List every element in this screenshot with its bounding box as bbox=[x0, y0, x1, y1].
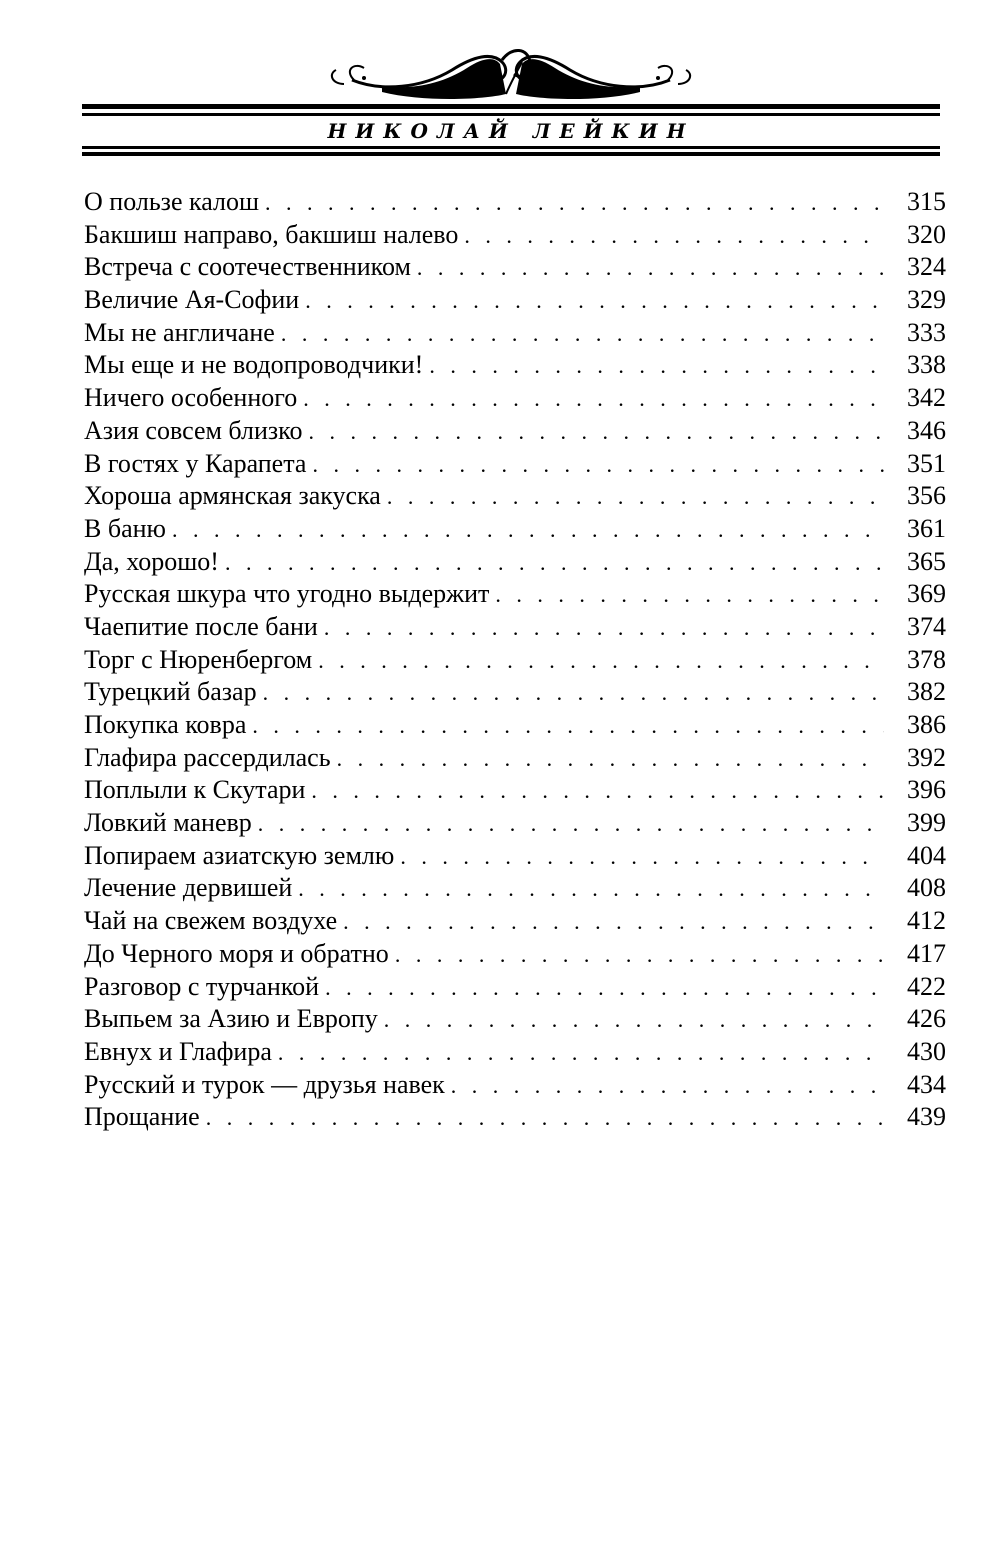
toc-dot-leader bbox=[309, 416, 885, 449]
toc-entry bbox=[84, 807, 946, 840]
toc-entry-title: В гостях у Карапета bbox=[84, 448, 307, 478]
toc-entry-title: Выпьем за Азию и Европу bbox=[84, 1004, 378, 1034]
toc-entry-title: Глафира рассердилась bbox=[84, 742, 331, 772]
toc-dot-leader bbox=[429, 350, 884, 383]
toc-entry bbox=[84, 251, 946, 284]
toc-entry-page: 338 bbox=[907, 350, 946, 380]
toc-entry bbox=[84, 186, 946, 219]
toc-entry bbox=[84, 742, 946, 775]
toc-entry bbox=[84, 349, 946, 382]
toc-entry-page: 356 bbox=[907, 481, 946, 511]
toc-entry-title: Разговор с турчанкой bbox=[84, 971, 320, 1001]
toc-entry-title: Мы еще и не водопроводчики! bbox=[84, 350, 424, 380]
toc-entry-title: Да, хорошо! bbox=[84, 546, 219, 576]
toc-dot-leader bbox=[343, 906, 884, 939]
toc-entry-page: 320 bbox=[907, 219, 946, 249]
toc-dot-leader bbox=[417, 252, 884, 285]
toc-entry-title: Мы не англичане bbox=[84, 317, 275, 347]
toc-dot-leader bbox=[464, 220, 884, 253]
toc-entry-page: 399 bbox=[907, 808, 946, 838]
toc-entry-title: Русская шкура что угодно выдержит bbox=[84, 579, 490, 609]
toc-dot-leader bbox=[281, 318, 884, 351]
toc-entry bbox=[84, 448, 946, 481]
toc-entry-title: Хороша армянская закуска bbox=[84, 481, 381, 511]
toc-entry-title: Русский и турок — друзья навек bbox=[84, 1069, 445, 1099]
toc-entry-page: 386 bbox=[907, 710, 946, 739]
toc-dot-leader bbox=[311, 775, 884, 808]
toc-entry-title: Ничего особенного bbox=[84, 383, 298, 413]
toc-dot-leader bbox=[305, 285, 884, 318]
toc-entry-page: 329 bbox=[907, 285, 946, 315]
toc-entry bbox=[84, 709, 946, 742]
toc-entry-title: О пользе калош bbox=[84, 187, 259, 216]
toc-entry-title: До Черного моря и обратно bbox=[84, 938, 389, 968]
toc-entry-title: Чаепитие после бани bbox=[84, 611, 318, 641]
toc-entry-page: 361 bbox=[907, 513, 946, 543]
toc-dot-leader bbox=[337, 743, 884, 776]
running-head-author: НИКОЛАЙ ЛЕЙКИН bbox=[327, 119, 695, 143]
toc-entry bbox=[84, 1069, 946, 1102]
toc-dot-leader bbox=[395, 939, 884, 972]
toc-entry-page: 434 bbox=[907, 1069, 946, 1099]
toc-entry-page: 404 bbox=[907, 840, 946, 870]
header-rule-bottom-thin bbox=[82, 146, 940, 149]
page-header bbox=[82, 40, 940, 165]
toc-dot-leader bbox=[324, 612, 884, 645]
toc-entry bbox=[84, 1003, 946, 1036]
toc-dot-leader bbox=[263, 677, 884, 710]
toc-entry-title: Покупка ковра bbox=[84, 710, 247, 739]
flourish-ornament-icon bbox=[82, 40, 940, 104]
toc-entry-page: 365 bbox=[907, 546, 946, 576]
toc-entry-page: 430 bbox=[907, 1036, 946, 1066]
toc-entry bbox=[84, 971, 946, 1004]
toc-dot-leader bbox=[172, 514, 884, 547]
toc-dot-leader bbox=[278, 1037, 884, 1070]
toc-dot-leader bbox=[265, 187, 884, 220]
toc-entry bbox=[84, 774, 946, 807]
toc-dot-leader bbox=[303, 383, 884, 416]
toc-entry-page: 439 bbox=[907, 1102, 946, 1132]
toc-entry bbox=[84, 644, 946, 677]
table-of-contents bbox=[84, 186, 946, 1134]
toc-entry-title: Поплыли к Скутари bbox=[84, 775, 306, 805]
toc-entry bbox=[84, 1036, 946, 1069]
header-rule-top-thick bbox=[82, 104, 940, 109]
toc-entry-page: 408 bbox=[907, 873, 946, 903]
toc-entry-title: Прощание bbox=[84, 1102, 200, 1132]
toc-entry-title: Азия совсем близко bbox=[84, 415, 303, 445]
toc-entry bbox=[84, 938, 946, 971]
toc-dot-leader bbox=[258, 808, 884, 841]
toc-dot-leader bbox=[298, 873, 884, 906]
toc-entry bbox=[84, 317, 946, 350]
toc-entry-page: 342 bbox=[907, 383, 946, 413]
toc-dot-leader bbox=[451, 1070, 884, 1103]
toc-entry bbox=[84, 578, 946, 611]
toc-entry-title: Бакшиш направо, бакшиш налево bbox=[84, 219, 459, 249]
toc-entry-page: 422 bbox=[907, 971, 946, 1001]
toc-entry-page: 315 bbox=[907, 187, 946, 216]
toc-entry bbox=[84, 284, 946, 317]
header-rule-bottom-thick bbox=[82, 152, 940, 156]
toc-entry bbox=[84, 611, 946, 644]
toc-dot-leader bbox=[252, 710, 884, 743]
toc-entry bbox=[84, 546, 946, 579]
toc-entry bbox=[84, 872, 946, 905]
toc-entry-page: 378 bbox=[907, 644, 946, 674]
toc-entry-page: 392 bbox=[907, 742, 946, 772]
toc-dot-leader bbox=[225, 547, 884, 580]
toc-entry-page: 333 bbox=[907, 317, 946, 347]
toc-entry-page: 346 bbox=[907, 415, 946, 445]
toc-dot-leader bbox=[206, 1102, 884, 1135]
toc-dot-leader bbox=[387, 481, 884, 514]
toc-entry-page: 382 bbox=[907, 677, 946, 707]
toc-entry bbox=[84, 219, 946, 252]
toc-dot-leader bbox=[384, 1004, 884, 1037]
toc-dot-leader bbox=[312, 449, 884, 482]
toc-entry-title: Чай на свежем воздухе bbox=[84, 906, 338, 936]
toc-entry bbox=[84, 480, 946, 513]
toc-entry bbox=[84, 905, 946, 938]
toc-entry-title: Попираем азиатскую землю bbox=[84, 840, 395, 870]
toc-entry bbox=[84, 1101, 946, 1134]
toc-entry-title: Встреча с соотечественником bbox=[84, 252, 411, 282]
toc-entry-title: Ловкий маневр bbox=[84, 808, 252, 838]
toc-entry-page: 412 bbox=[907, 906, 946, 936]
toc-entry bbox=[84, 415, 946, 448]
toc-dot-leader bbox=[495, 579, 884, 612]
header-rule-top-thin bbox=[82, 113, 940, 116]
toc-entry-title: В баню bbox=[84, 513, 166, 543]
toc-entry-page: 374 bbox=[907, 611, 946, 641]
toc-entry bbox=[84, 840, 946, 873]
toc-entry-title: Лечение дервишей bbox=[84, 873, 293, 903]
toc-entry-page: 369 bbox=[907, 579, 946, 609]
toc-entry-title: Турецкий базар bbox=[84, 677, 257, 707]
toc-entry-title: Величие Ая-Софии bbox=[84, 285, 300, 315]
toc-dot-leader bbox=[400, 841, 884, 874]
toc-entry bbox=[84, 382, 946, 415]
toc-entry bbox=[84, 676, 946, 709]
toc-entry-title: Евнух и Глафира bbox=[84, 1036, 272, 1066]
toc-entry-page: 351 bbox=[907, 448, 946, 478]
toc-entry-page: 417 bbox=[907, 938, 946, 968]
toc-entry bbox=[84, 513, 946, 546]
toc-entry-page: 324 bbox=[907, 252, 946, 282]
toc-entry-page: 426 bbox=[907, 1004, 946, 1034]
toc-entry-page: 396 bbox=[907, 775, 946, 805]
toc-dot-leader bbox=[318, 645, 884, 678]
toc-dot-leader bbox=[325, 972, 884, 1005]
toc-entry-title: Торг с Нюренбергом bbox=[84, 644, 313, 674]
